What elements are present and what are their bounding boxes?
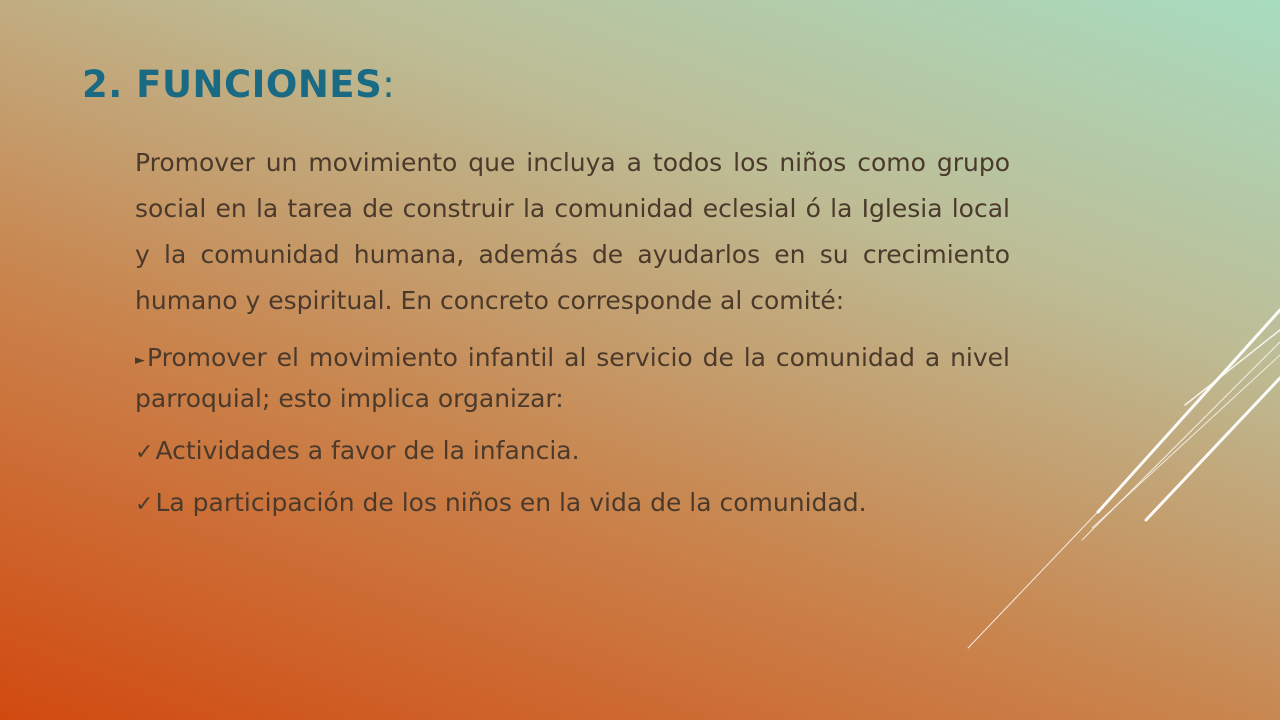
decorative-line [1092, 355, 1280, 528]
slide-content [135, 140, 1010, 536]
slide-title-colon: : [382, 63, 396, 106]
bullet-item [135, 432, 1010, 472]
bullet-text: La participación de los niños en la vida de la comunidad. [155, 488, 867, 517]
slide-title-text: 2. FUNCIONES [82, 63, 383, 106]
decorative-line [1146, 378, 1280, 520]
checkmark-icon: ✓ [135, 492, 154, 517]
intro-paragraph: Promover un movimiento que incluya a todos los niños como grupo social en la tarea de construir la comunidad eclesial ó la Iglesia local y la comunidad humana, además de ayudarlos en su crecimiento humano y espiritual. En concreto corresponde al comité: [135, 148, 1010, 315]
slide-title [82, 58, 395, 112]
decorative-line [1098, 310, 1280, 512]
bullet-item [135, 484, 1010, 524]
bullet-text: Promover el movimiento infantil al servicio de la comunidad a nivel parroquial; esto implica organizar: [135, 343, 1010, 413]
bullet-item [135, 339, 1010, 418]
arrow-right-icon: ► [135, 353, 145, 368]
bullet-text: Actividades a favor de la infancia. [155, 436, 580, 465]
bullet-list [135, 339, 1010, 524]
checkmark-icon: ✓ [135, 440, 154, 465]
